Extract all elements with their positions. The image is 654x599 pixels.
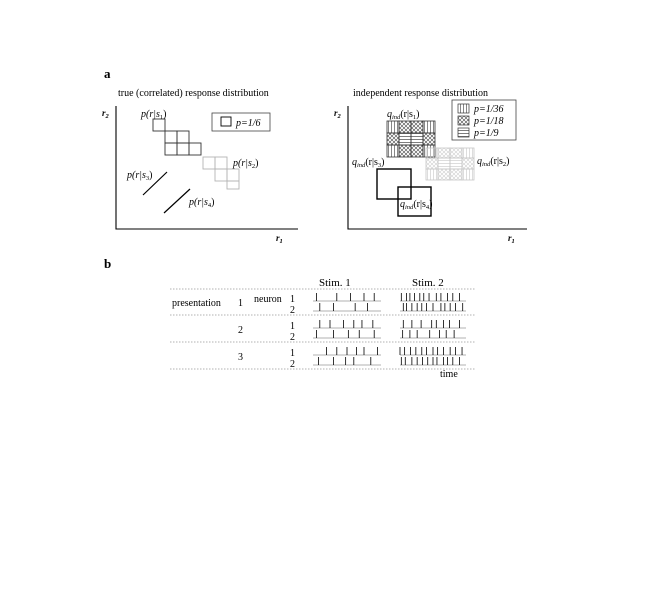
right-plot bbox=[334, 100, 527, 245]
presentation-number-1: 1 bbox=[238, 298, 243, 309]
dist-s4-line bbox=[164, 189, 190, 213]
stim1-header: Stim. 1 bbox=[319, 277, 351, 289]
time-label: time bbox=[440, 369, 458, 380]
q-s3-square bbox=[377, 169, 411, 199]
label-q-s2: $q_{ind}(r|s_2)$ bbox=[477, 156, 510, 168]
right-y-axis-label: $r_2$ bbox=[334, 108, 341, 120]
left-plot-axes bbox=[116, 106, 298, 229]
neuron-label: neuron bbox=[254, 294, 282, 305]
left-plot bbox=[102, 106, 298, 245]
q-s2-grid bbox=[426, 148, 474, 180]
label-q-s4: $q_{ind}(r|s_4)$ bbox=[400, 199, 433, 211]
label-p-s4: $p(r|s_4)$ bbox=[189, 197, 215, 209]
stim2-header: Stim. 2 bbox=[412, 277, 444, 289]
neuron-number-2-1: 1 bbox=[290, 321, 295, 332]
legend-text-3: p=1/9 bbox=[474, 128, 499, 139]
left-plot-title: true (correlated) response distribution bbox=[118, 88, 269, 99]
right-plot-title: independent response distribution bbox=[353, 88, 488, 99]
left-y-axis-label: $r_2$ bbox=[102, 108, 109, 120]
presentation-number-2: 2 bbox=[238, 325, 243, 336]
dist-s1-squares bbox=[153, 119, 201, 155]
label-p-s1: $p(r|s_1)$ bbox=[141, 109, 167, 121]
panel-b-label: b bbox=[104, 256, 112, 271]
label-p-s2: $p(r|s_2)$ bbox=[233, 158, 259, 170]
label-p-s3: $p(r|s_3)$ bbox=[127, 170, 153, 182]
neuron-number-1-1: 1 bbox=[290, 294, 295, 305]
legend-swatch-horizontal bbox=[458, 128, 469, 137]
label-q-s1: $q_{ind}(r|s_1)$ bbox=[387, 109, 420, 121]
presentation-number-3: 3 bbox=[238, 352, 243, 363]
legend-swatch-cross bbox=[458, 116, 469, 125]
legend-text-1: p=1/36 bbox=[474, 104, 504, 115]
left-legend-text: p=1/6 bbox=[236, 118, 261, 129]
panel-a-label: a bbox=[104, 66, 111, 81]
neuron-number-2-2: 2 bbox=[290, 332, 295, 343]
legend-swatch-vertical bbox=[458, 104, 469, 113]
neuron-number-3-2: 2 bbox=[290, 359, 295, 370]
neuron-number-1-2: 2 bbox=[290, 305, 295, 316]
presentation-label: presentation bbox=[172, 298, 221, 309]
neuron-number-3-1: 1 bbox=[290, 348, 295, 359]
spike-raster bbox=[313, 293, 466, 365]
right-legend bbox=[452, 100, 516, 140]
label-q-s3: $q_{ind}(r|s_3)$ bbox=[352, 157, 385, 169]
right-x-axis-label: $r_1$ bbox=[508, 233, 515, 245]
legend-text-2: p=1/18 bbox=[474, 116, 504, 127]
left-x-axis-label: $r_1$ bbox=[276, 233, 283, 245]
